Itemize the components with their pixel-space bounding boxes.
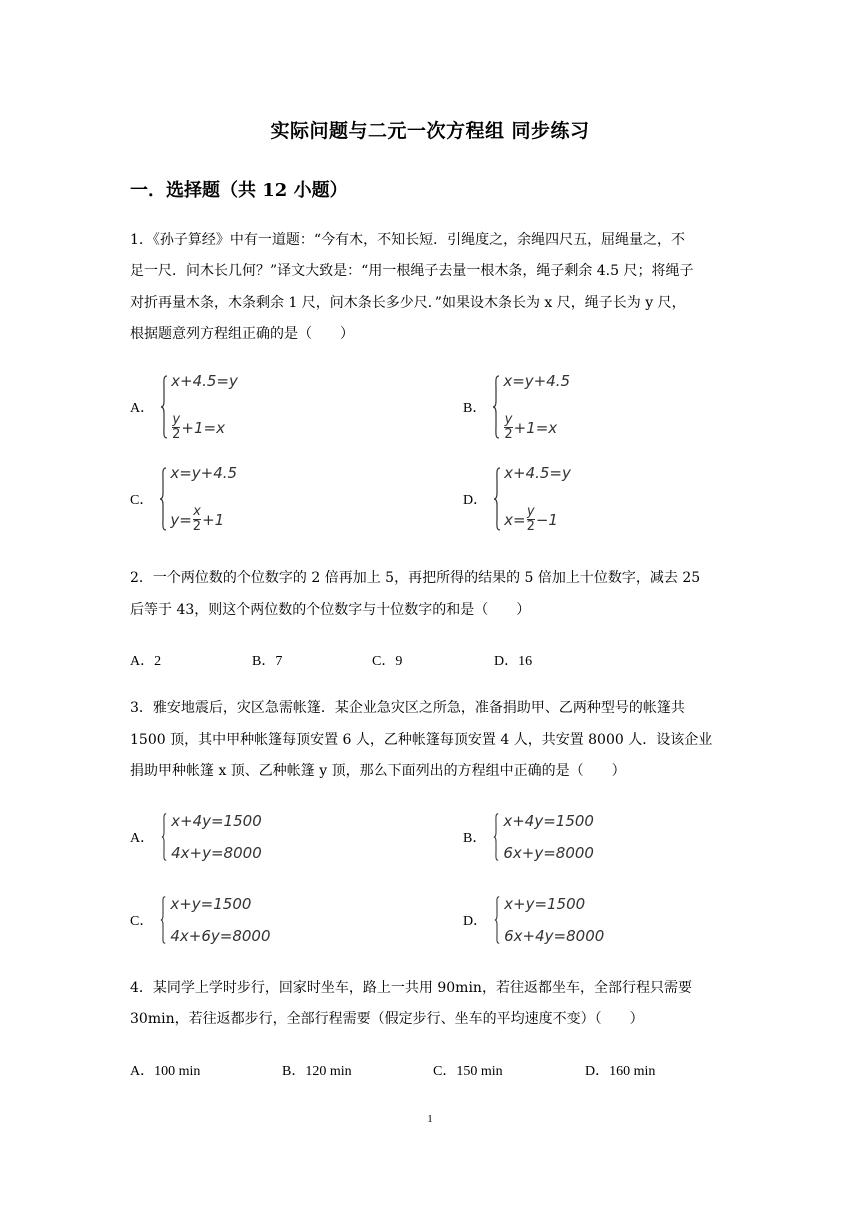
option-label: B． [463,401,487,416]
option-label: B． [463,831,487,846]
document-title: 实际问题与二元一次方程组 同步练习 [270,120,590,142]
fraction: $\frac{x}{2}$ [192,504,202,534]
q1-stem-line: 1．《孙子算经》中有一道题：“今有木，不知长短．引绳度之，余绳四尺五，屈绳量之，不 [130,232,686,248]
q1-stem-line: 足一尺．问木长几何？”译文大致是：“用一根绳子去量一根木条，绳子剩余 4.5 尺；将绳子 [130,263,694,279]
left-brace-icon [493,465,501,533]
equation-1: x+4.5=y [504,464,571,482]
fraction: $\frac{y}{2}$ [504,412,513,442]
equation-2: 6x+4y=8000 [504,927,605,945]
q3-stem-line: 捐助甲种帐篷 x 顶、乙种帐篷 y 顶，那么下面列出的方程组中正确的是（ ） [130,763,626,779]
q2-option-d[interactable]: D．16 [494,654,533,669]
equation-1: x+4y=1500 [171,812,262,830]
option-label: D． [463,914,488,929]
q2-option-b[interactable]: B．7 [252,654,283,669]
q4-option-c[interactable]: C．150 min [433,1064,503,1079]
left-brace-icon [492,813,500,861]
left-brace-icon [492,373,500,441]
equation-2: $\frac{y}{2}$ +1=x [172,412,225,442]
option-label: C． [130,914,154,929]
q1-option-a[interactable] [130,372,238,442]
q4-stem-line: 4．某同学上学时步行，回家时坐车，路上一共用 90min，若往返都坐车，全部行程只需要 [130,980,692,996]
left-brace-icon [493,896,501,944]
q3-option-a[interactable] [130,812,262,862]
option-label: A． [130,831,155,846]
q2-stem-line: 后等于 43，则这个两位数的个位数字与十位数字的和是（ ） [130,602,531,618]
option-label: A． [130,401,155,416]
q2-option-c[interactable]: C．9 [372,654,403,669]
left-brace-icon [160,813,168,861]
q1-option-c[interactable] [130,464,237,534]
equation-2: x= $\frac{y}{2}$ −1 [504,504,558,534]
equation-2: 6x+y=8000 [503,844,594,862]
equation-1: x+y=1500 [170,895,252,913]
q3-option-d[interactable] [463,895,604,945]
equation-2: 4x+y=8000 [171,844,262,862]
q2-stem-line: 2．一个两位数的个位数字的 2 倍再加上 5，再把所得的结果的 5 倍加上十位数字，减去 25 [130,570,701,586]
left-brace-icon [159,896,167,944]
fraction: $\frac{y}{2}$ [526,504,535,534]
q3-option-c[interactable] [130,895,271,945]
left-brace-icon [160,373,168,441]
q1-option-d[interactable] [463,464,571,534]
q4-stem-line: 30min，若往返都步行，全部行程需要（假定步行、坐车的平均速度不变）（ ） [130,1011,644,1027]
equation-1: x+4.5=y [171,372,238,390]
section-heading: 一．选择题（共 12 小题） [130,180,348,201]
q3-option-b[interactable] [463,812,594,862]
q3-stem-line: 3．雅安地震后，灾区急需帐篷．某企业急灾区之所急，准备捐助甲、乙两种型号的帐篷共 [130,700,685,716]
q1-stem-line: 根据题意列方程组正确的是（ ） [130,326,354,342]
option-label: D． [463,493,488,508]
q3-stem-line: 1500 顶，其中甲种帐篷每顶安置 6 人，乙种帐篷每顶安置 4 人，共安置 8000 人．设该企业 [130,732,713,748]
equation-1: x+y=1500 [504,895,586,913]
left-brace-icon [159,465,167,533]
q4-option-b[interactable]: B．120 min [282,1064,352,1079]
equation-2: $\frac{y}{2}$ +1=x [504,412,558,442]
equation-1: x=y+4.5 [170,464,238,482]
q4-option-d[interactable]: D．160 min [585,1064,656,1079]
equation-2: y= $\frac{x}{2}$ +1 [170,504,225,534]
equation-1: x+4y=1500 [503,812,594,830]
equation-2: 4x+6y=8000 [170,927,271,945]
q1-stem-line: 对折再量木条，木条剩余 1 尺，问木条长多少尺．”如果设木条长为 x 尺，绳子长为 y 尺， [130,295,686,311]
q4-option-a[interactable]: A．100 min [130,1064,201,1079]
q2-option-a[interactable]: A．2 [130,654,162,669]
page-number: 1 [427,1113,433,1125]
option-label: C． [130,493,154,508]
equation-1: x=y+4.5 [503,372,571,390]
q1-option-b[interactable] [463,372,570,442]
fraction: $\frac{y}{2}$ [172,412,181,442]
